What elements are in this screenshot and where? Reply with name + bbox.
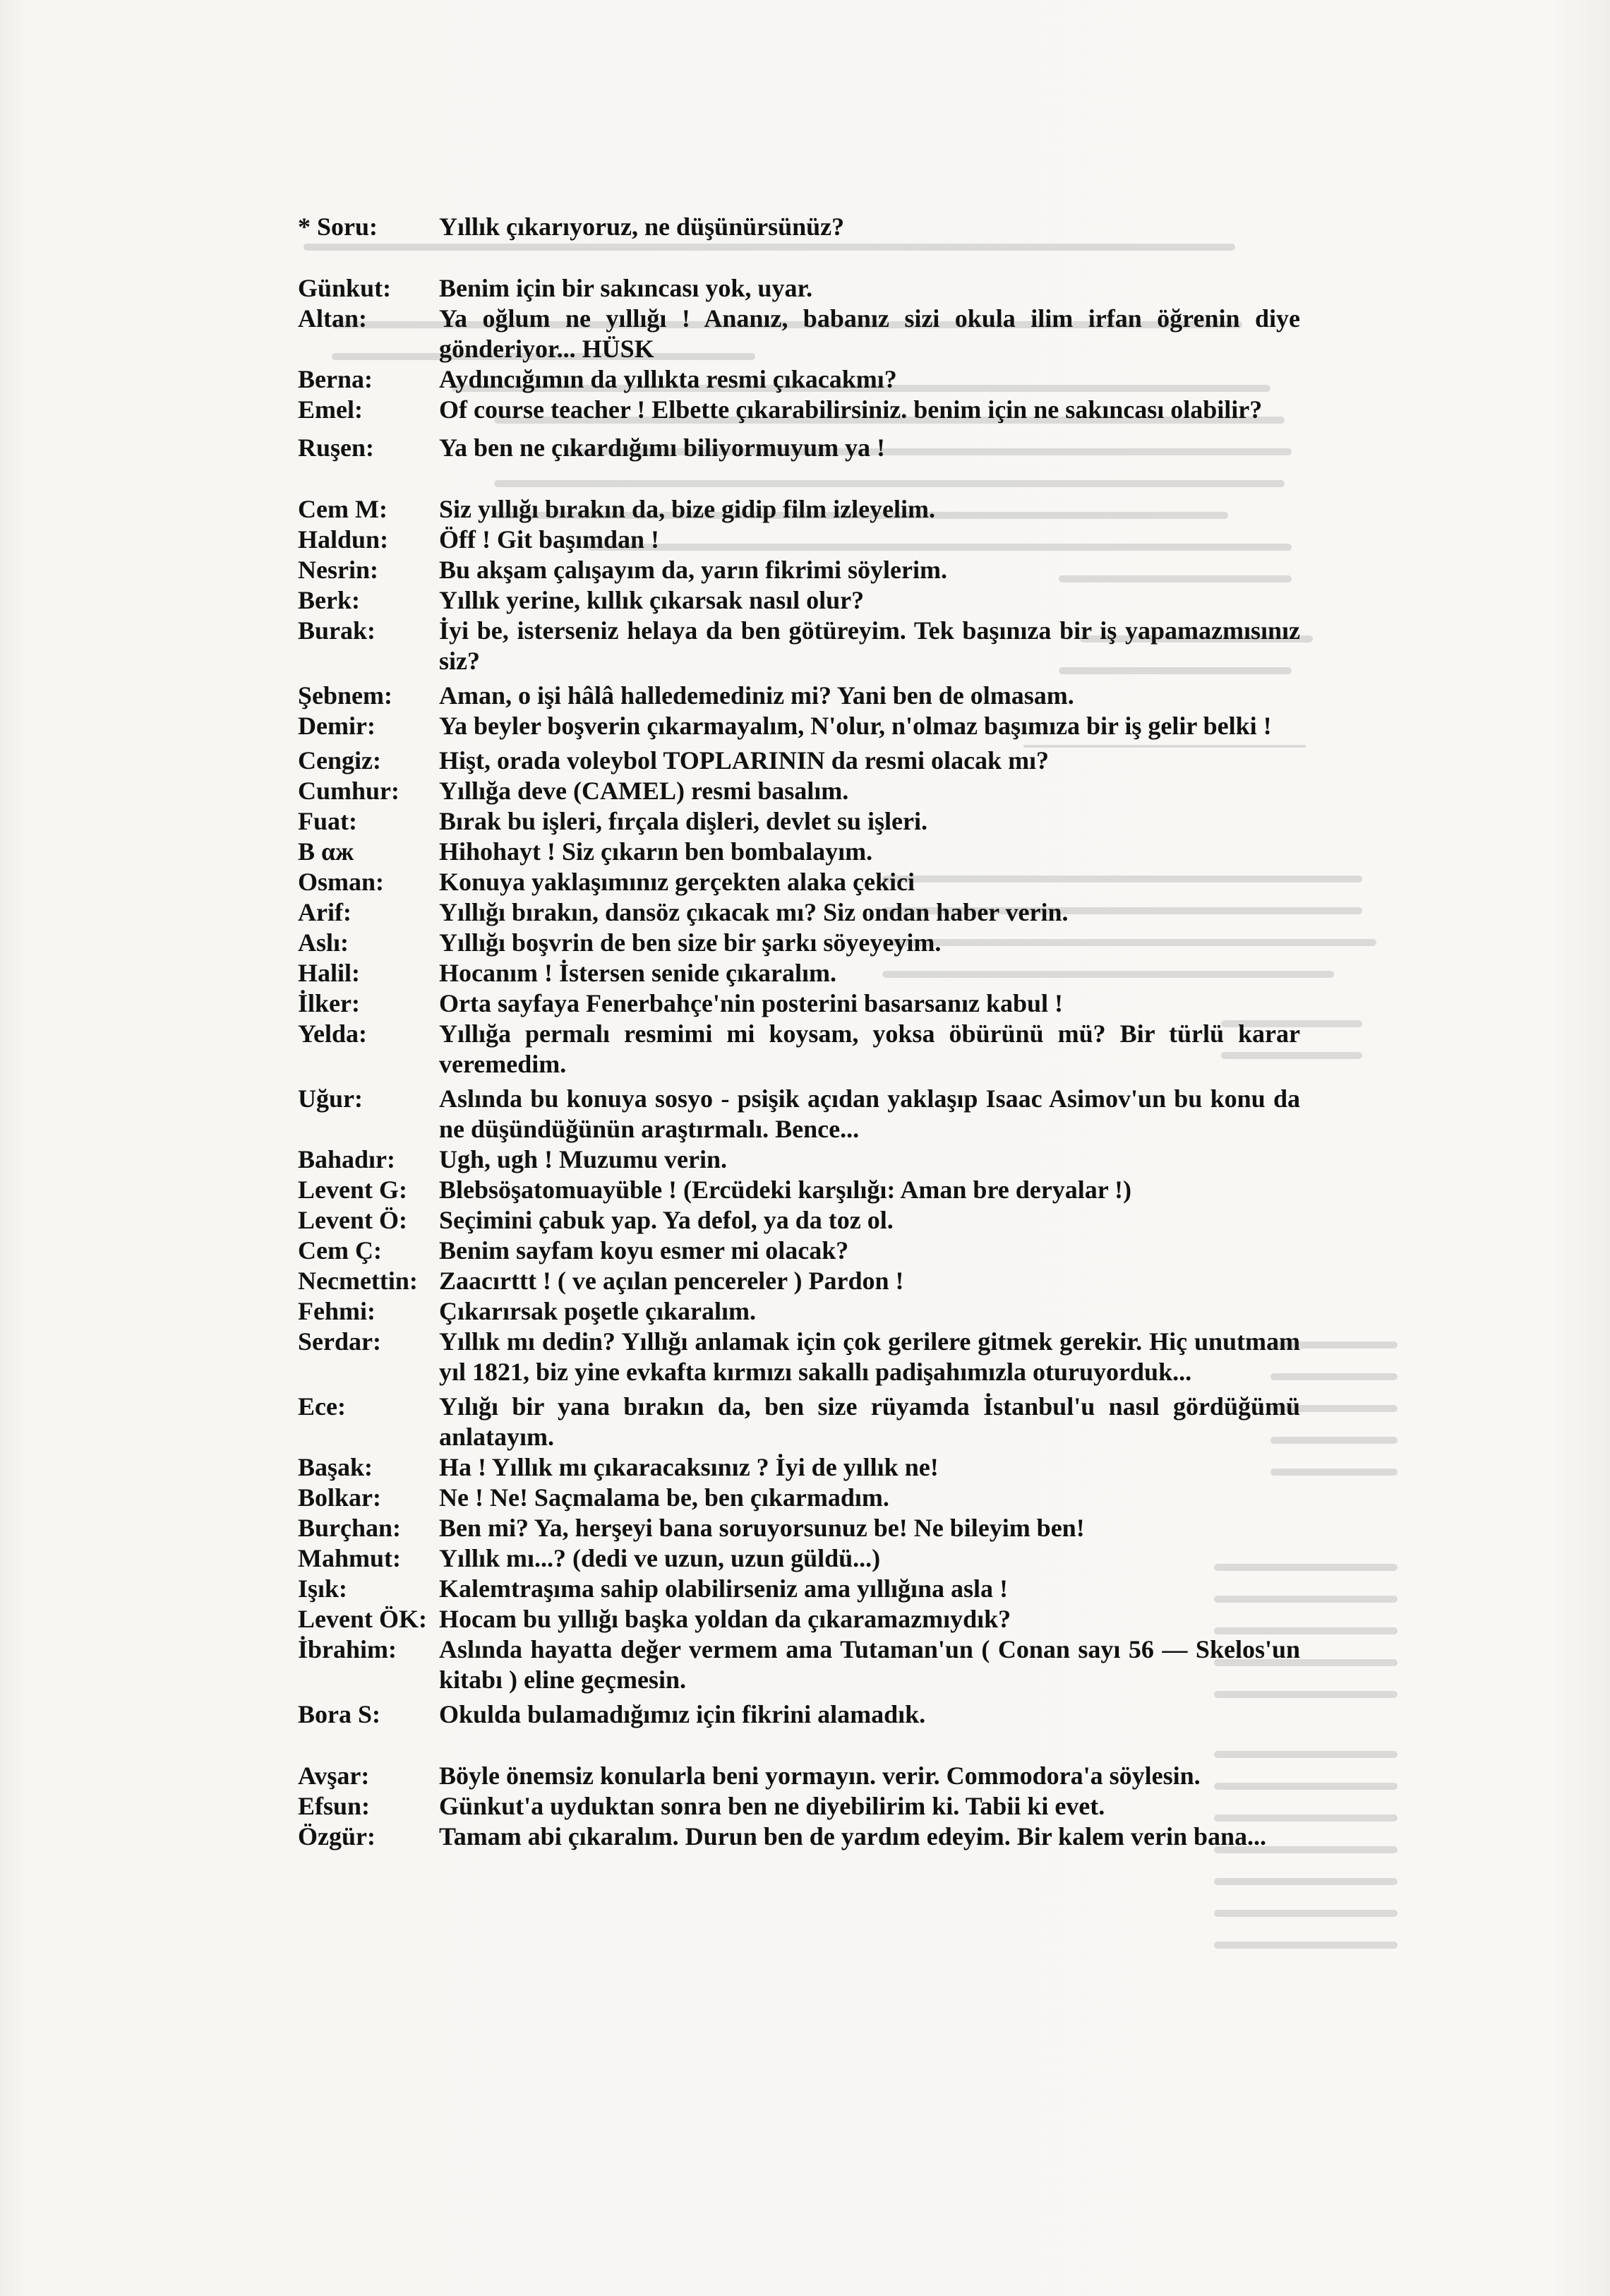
speaker-name: Fuat: — [298, 807, 357, 835]
speaker-name: Uğur: — [298, 1084, 363, 1113]
list-item — [298, 1699, 1314, 1730]
list-item — [298, 1296, 1314, 1327]
speaker-name: Haldun: — [298, 525, 389, 554]
speaker-name: * Soru: — [298, 213, 378, 241]
speaker-name: B αж — [298, 837, 354, 866]
speaker-name: İlker: — [298, 989, 360, 1017]
list-item — [298, 1452, 1314, 1483]
speaker-name: Levent Ö: — [298, 1206, 407, 1234]
speaker-name: Arif: — [298, 898, 352, 926]
speaker-text: Benim sayfam koyu esmer mi olacak? — [439, 1236, 849, 1264]
list-item — [298, 928, 1314, 958]
speaker-text: Orta sayfaya Fenerbahçe'nin posterini basarsanız kabul ! — [439, 989, 1064, 1017]
speaker-name: Necmettin: — [298, 1267, 418, 1295]
speaker-name: Nesrin: — [298, 556, 378, 584]
list-item — [298, 525, 1314, 555]
list-item — [298, 711, 1314, 741]
speaker-text: Ugh, ugh ! Muzumu verin. — [439, 1145, 728, 1173]
speaker-text: Hocam bu yıllığı başka yoldan da çıkaramazmıydık? — [439, 1605, 1011, 1633]
list-item — [298, 1175, 1314, 1205]
list-item — [298, 1084, 1314, 1144]
speaker-text: Konuya yaklaşımınız gerçekten alaka çekici — [439, 868, 915, 896]
list-item — [298, 1019, 1314, 1080]
speaker-text: Ya beyler boşverin çıkarmayalım, N'olur, n'olmaz başımıza bir iş gelir belki ! — [439, 712, 1272, 740]
speaker-name: Burak: — [298, 616, 376, 645]
speaker-text: Of course teacher ! Elbette çıkarabilirsiniz. benim için ne sakıncası olabilir? — [439, 395, 1263, 424]
speaker-text: Ha ! Yıllık mı çıkaracaksınız ? İyi de yıllık ne! — [439, 1453, 939, 1481]
speaker-name: Altan: — [298, 304, 367, 333]
speaker-text: Bırak bu işleri, fırçala dişleri, devlet su işleri. — [439, 807, 927, 835]
speaker-name: Berna: — [298, 365, 373, 393]
speaker-text: Hocanım ! İstersen senide çıkaralım. — [439, 959, 836, 987]
speaker-text: Yıllık mı...? (dedi ve uzun, uzun güldü...) — [439, 1544, 881, 1572]
speaker-text: Kalemtraşıma sahip olabilirseniz ama yıllığına asla ! — [439, 1574, 1009, 1603]
list-item — [298, 273, 1314, 304]
speaker-name: Günkut: — [298, 274, 392, 302]
speaker-name: İbrahim: — [298, 1635, 397, 1663]
speaker-name: Ece: — [298, 1392, 346, 1421]
list-item — [298, 867, 1314, 897]
speaker-text: Yıllığı boşvrin de ben size bir şarkı söyeyeyim. — [439, 928, 942, 957]
list-item — [298, 433, 1314, 463]
list-item — [298, 1266, 1314, 1296]
list-item — [298, 1791, 1314, 1822]
speaker-text: Öff ! Git başımdan ! — [439, 525, 660, 554]
speaker-name: Levent G: — [298, 1176, 407, 1204]
list-item — [298, 746, 1314, 776]
list-item — [298, 1543, 1314, 1574]
speaker-name: Şebnem: — [298, 681, 392, 710]
list-item — [298, 837, 1314, 867]
speaker-name: Osman: — [298, 868, 385, 896]
dialogue-list — [298, 212, 1314, 1852]
speaker-name: Bolkar: — [298, 1483, 382, 1512]
speaker-text: İyi be, isterseniz helaya da ben götüreyim. Tek başınıza bir iş yapamazmısınız siz? — [439, 616, 1300, 675]
list-item — [298, 212, 1314, 242]
speaker-name: Levent ÖK: — [298, 1605, 427, 1633]
speaker-text: Hihohayt ! Siz çıkarın ben bombalayım. — [439, 837, 873, 866]
speaker-name: Mahmut: — [298, 1544, 401, 1572]
speaker-text: Zaacırttt ! ( ve açılan pencereler ) Pardon ! — [439, 1267, 904, 1295]
list-item — [298, 1392, 1314, 1452]
list-item — [298, 1574, 1314, 1604]
list-item — [298, 555, 1314, 585]
list-item — [298, 1761, 1314, 1791]
speaker-name: Berk: — [298, 586, 360, 614]
list-item — [298, 897, 1314, 928]
speaker-name: Cem M: — [298, 495, 388, 523]
speaker-text: Aydıncığımın da yıllıkta resmi çıkacakmı? — [439, 365, 897, 393]
speaker-text: Tamam abi çıkaralım. Durun ben de yardım edeyim. Bir kalem verin bana... — [439, 1822, 1267, 1850]
list-item — [298, 1483, 1314, 1513]
list-item — [298, 1144, 1314, 1175]
list-item — [298, 1327, 1314, 1387]
speaker-text: Yıllık yerine, kıllık çıkarsak nasıl olur? — [439, 586, 865, 614]
speaker-text: Blebsöşatomuayüble ! (Ercüdeki karşılığı: Aman bre deryalar !) — [439, 1176, 1132, 1204]
speaker-name: Demir: — [298, 712, 376, 740]
speaker-text: Seçimini çabuk yap. Ya defol, ya da toz ol. — [439, 1206, 894, 1234]
speaker-text: Çıkarırsak poşetle çıkaralım. — [439, 1297, 756, 1325]
speaker-text: Aslında bu konuya sosyo - psişik açıdan yaklaşıp Isaac Asimov'un bu konu da ne düşündüğünün araştırmalı. Bence... — [439, 1084, 1300, 1143]
speaker-name: Cem Ç: — [298, 1236, 382, 1264]
speaker-text: Ne ! Ne! Saçmalama be, ben çıkarmadım. — [439, 1483, 889, 1512]
speaker-name: Başak: — [298, 1453, 373, 1481]
list-item — [298, 1822, 1314, 1852]
list-item — [298, 776, 1314, 806]
list-item — [298, 988, 1314, 1019]
speaker-name: Ruşen: — [298, 434, 375, 462]
speaker-name: Emel: — [298, 395, 363, 424]
list-item — [298, 364, 1314, 395]
speaker-name: Fehmi: — [298, 1297, 376, 1325]
speaker-text: Okulda bulamadığımız için fikrini alamadık. — [439, 1700, 926, 1728]
speaker-name: Işık: — [298, 1574, 348, 1603]
speaker-name: Bahadır: — [298, 1145, 396, 1173]
list-item — [298, 1205, 1314, 1236]
speaker-text: Ya oğlum ne yıllığı ! Ananız, babanız sizi okula ilim irfan öğrenin diye gönderiyor... HÜSK — [439, 304, 1300, 363]
list-item — [298, 1236, 1314, 1266]
speaker-name: Efsun: — [298, 1792, 371, 1820]
list-item — [298, 958, 1314, 988]
speaker-name: Burçhan: — [298, 1514, 402, 1542]
list-item — [298, 681, 1314, 711]
speaker-text: Yıllığa permalı resmimi mi koysam, yoksa öbürünü mü? Bir türlü karar veremedim. — [439, 1020, 1300, 1078]
speaker-name: Avşar: — [298, 1762, 370, 1790]
speaker-name: Yelda: — [298, 1020, 367, 1048]
list-item — [298, 585, 1314, 616]
speaker-text: Günkut'a uyduktan sonra ben ne diyebilirim ki. Tabii ki evet. — [439, 1792, 1105, 1820]
speaker-text: Ya ben ne çıkardığımı biliyormuyum ya ! — [439, 434, 886, 462]
speaker-name: Cengiz: — [298, 746, 381, 775]
speaker-name: Aslı: — [298, 928, 349, 957]
list-item — [298, 395, 1314, 425]
speaker-text: Böyle önemsiz konularla beni yormayın. verir. Commodora'a söylesin. — [439, 1762, 1201, 1790]
speaker-text: Yıllık çıkarıyoruz, ne düşünürsünüz? — [439, 213, 845, 241]
list-item — [298, 1634, 1314, 1695]
speaker-text: Benim için bir sakıncası yok, uyar. — [439, 274, 813, 302]
speaker-name: Bora S: — [298, 1700, 380, 1728]
speaker-name: Cumhur: — [298, 777, 400, 805]
list-item — [298, 494, 1314, 525]
speaker-text: Hişt, orada voleybol TOPLARININ da resmi olacak mı? — [439, 746, 1050, 775]
list-item — [298, 304, 1314, 364]
speaker-text: Siz yıllığı bırakın da, bize gidip film izleyelim. — [439, 495, 936, 523]
list-item — [298, 1604, 1314, 1634]
speaker-name: Halil: — [298, 959, 360, 987]
list-item — [298, 616, 1314, 676]
speaker-text: Yıllığa deve (CAMEL) resmi basalım. — [439, 777, 849, 805]
speaker-text: Yılığı bir yana bırakın da, ben size rüyamda İstanbul'u nasıl gördüğümü anlatayım. — [439, 1392, 1300, 1451]
speaker-text: Bu akşam çalışayım da, yarın fikrimi söylerim. — [439, 556, 947, 584]
speaker-name: Özgür: — [298, 1822, 376, 1850]
list-item — [298, 1513, 1314, 1543]
speaker-text: Aman, o işi hâlâ halledemediniz mi? Yani ben de olmasam. — [439, 681, 1074, 710]
speaker-text: Ben mi? Ya, herşeyi bana soruyorsunuz be! Ne bileyim ben! — [439, 1514, 1085, 1542]
speaker-text: Yıllığı bırakın, dansöz çıkacak mı? Siz ondan haber verin. — [439, 898, 1069, 926]
list-item — [298, 806, 1314, 837]
speaker-name: Serdar: — [298, 1327, 381, 1356]
speaker-text: Yıllık mı dedin? Yıllığı anlamak için çok gerilere gitmek gerekir. Hiç unutmam yıl 1821, biz yine evkafta kırmızı sakallı padişahımızla oturuyorduk... — [439, 1327, 1300, 1386]
speaker-text: Aslında hayatta değer vermem ama Tutaman'un ( Conan sayı 56 — Skelos'un kitabı ) eline geçmesin. — [439, 1635, 1300, 1694]
